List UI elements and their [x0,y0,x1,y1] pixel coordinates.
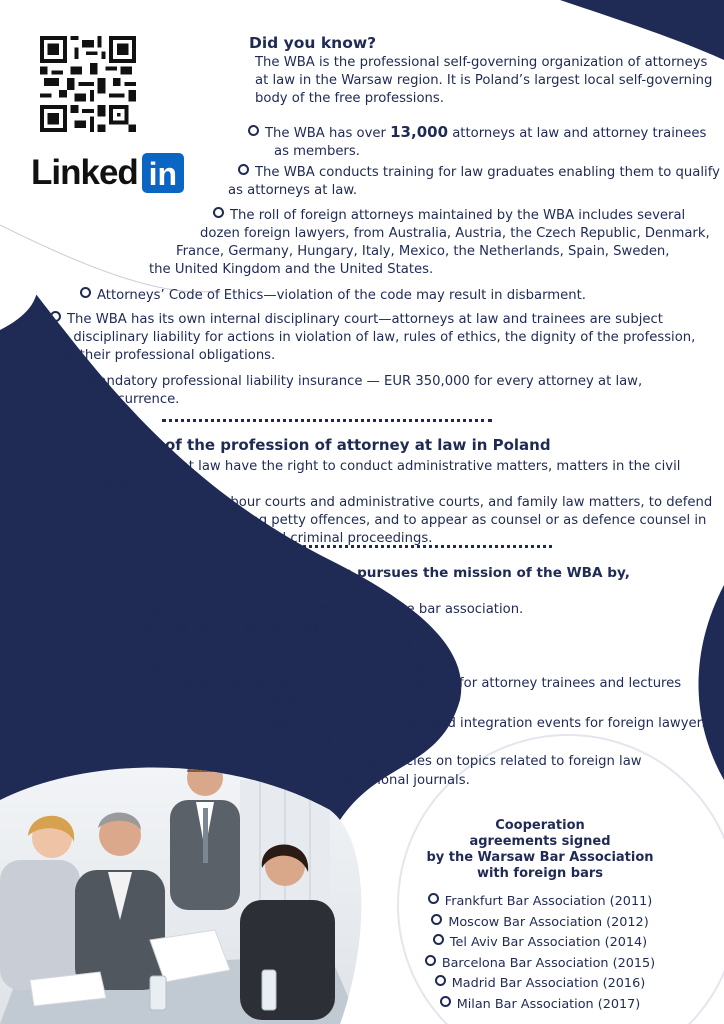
committee-list: Organizing study trips for members of the bar association. Hosting foreign delegations. Cooperation in organizing foreign internships. Organizing seminars and lectures on foreign law. Encouraging foreign lawyers to conduct training for attorney trainees and lectures for members of the bar association. [120,601,681,712]
practice-title: Practice of the profession of attorney at law in Poland [91,436,551,454]
qr-code-icon[interactable] [40,36,136,132]
bullet-icon [120,638,131,649]
committee-title: The Foreign Affairs Committee pursues the mission of the WBA by, among other things: [118,565,630,598]
list-item: Tel Aviv Bar Association (2014) [400,933,680,954]
bullet-icon [428,893,439,904]
linkedin-badge: in [142,153,184,193]
bullet-icon [238,164,249,175]
bullet-icon [120,601,131,612]
list-item: Cooperation in organizing foreign internships. [120,638,681,657]
list-item: Barcelona Bar Association (2015) [400,954,680,975]
list-item: Moscow Bar Association (2012) [400,913,680,934]
bullet-icon [120,657,131,668]
bullet-icon [425,955,436,966]
bullet-icon [120,620,131,631]
bullet-icon [80,287,91,298]
list-item: Encouraging foreign lawyers to conduct training for attorney trainees and lectures [120,675,681,694]
bullet-icon [96,458,107,469]
list-item: Organizing seminars and lectures on foreign law. [120,657,681,676]
intro-line: body of the free professions. [255,91,444,106]
dotted-divider [162,419,492,422]
linkedin-logo-icon[interactable] [31,153,184,193]
bullet-icon [213,207,224,218]
practice-text: Attorneys at law have the right to conduct administrative matters, matters in the civil courts, commercial courts, labour courts and administrative courts, and family law matters, to defend clients in matters involving petty offences, and to appear as counsel or as defence counsel in criminal matters and fiscal criminal proceedings. [88,459,713,546]
bullet-icon [435,975,446,986]
linkedin-wordmark: Linked [31,153,138,192]
bullet-icon [440,996,451,1007]
fact-item: The WBA conducts training for law graduates enabling them to qualify as attorneys at law. [228,165,720,198]
cooperation-list [400,892,680,1015]
list-item: Madrid Bar Association (2016) [400,974,680,995]
intro-line: at law in the Warsaw region. It is Poland’s largest local self-governing [255,73,713,88]
bullet-icon [433,934,444,945]
bullet-icon [70,373,81,384]
member-count: 13,000 [390,123,449,141]
intro-title: Did you know? [249,34,377,52]
dotted-divider [219,545,552,548]
list-item: Organizing study trips for members of the bar association. [120,601,681,620]
list-item: Hosting foreign delegations. [120,620,681,639]
list-item: Publishing articles on topics related to foreign law in professional journals. [295,753,642,790]
bullet-icon [50,311,61,322]
fact-item: Attorneys’ Code of Ethics—violation of the code may result in disbarment. [80,287,586,305]
bullet-icon [431,914,442,925]
fact-item: The WBA has its own internal disciplinary court—attorneys at law and trainees are subject to disciplinary liability for actions in violation of law, rules of ethics, the dignity of the profession, or their professional obligations. [50,311,695,365]
list-item: Organizing legal seminars and integration events for foreign lawyers in Poland. [238,715,709,752]
bullet-icon [295,753,306,764]
list-item: Milan Bar Association (2017) [400,995,680,1016]
fact-item: The roll of foreign attorneys maintained by the WBA includes several dozen foreign lawyers, from Australia, Austria, the Czech Republic, Denmark, France, Germany, Hungary, Italy, Mexico, the Netherlands, Spain, Sweden, the United Kingdom and the United States. [149,208,710,277]
cooperation-panel [400,818,680,1015]
bullet-icon [120,675,131,686]
intro-line: The WBA is the professional self-governing organization of attorneys [255,55,708,70]
bullet-icon [238,715,249,726]
intro-text [255,54,712,108]
fact-item: Mandatory professional liability insurance — EUR 350,000 for every attorney at law, per occurrence. [70,373,642,409]
bullet-icon [248,125,259,136]
fact-item: The WBA has over 13,000 attorneys at law and attorney trainees as members. [248,123,706,161]
cooperation-heading: Cooperation agreements signed by the Warsaw Bar Association with foreign bars [426,818,654,881]
list-item: Frankfurt Bar Association (2011) [400,892,680,913]
